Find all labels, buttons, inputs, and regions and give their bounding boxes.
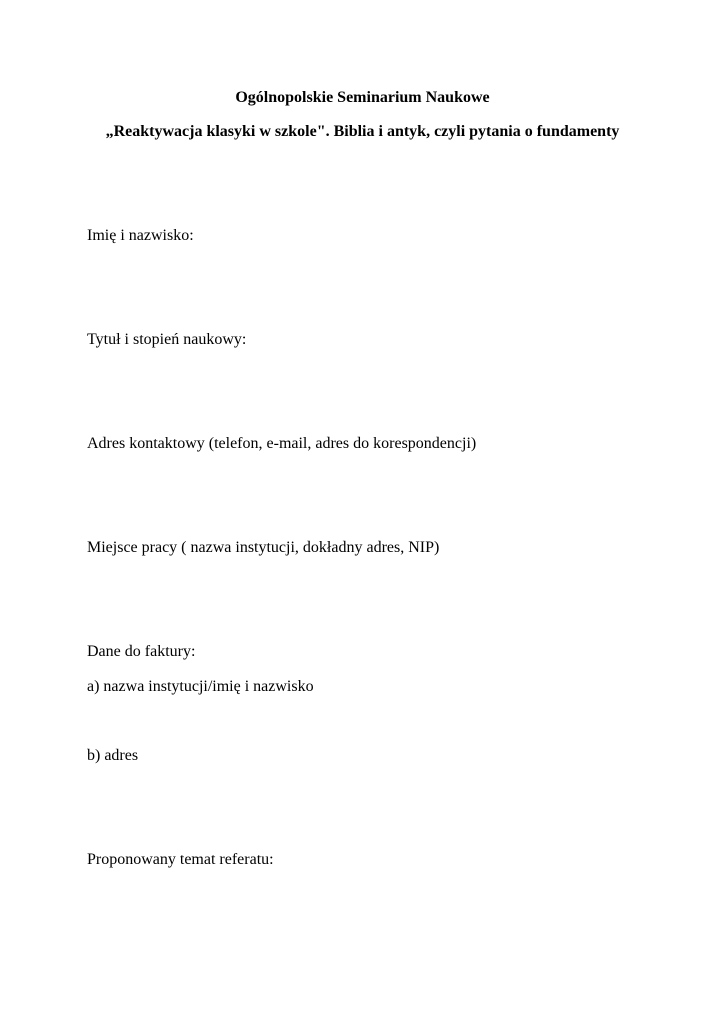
invoice-b-label: b) adres: [87, 747, 139, 764]
degree-label: Tytuł i stopień naukowy:: [87, 331, 247, 348]
contact-label: Adres kontaktowy (telefon, e-mail, adres do korespondencji): [87, 435, 477, 452]
workplace-label: Miejsce pracy ( nazwa instytucji, dokładny adres, NIP): [87, 539, 440, 556]
topic-label: Proponowany temat referatu:: [87, 851, 274, 868]
invoice-label: Dane do faktury:: [87, 643, 196, 660]
page-subtitle: „Reaktywacja klasyki w szkole". Biblia i antyk, czyli pytania o fundamenty: [105, 123, 620, 140]
name-label: Imię i nazwisko:: [87, 227, 194, 244]
page-title: Ogólnopolskie Seminarium Naukowe: [235, 89, 490, 106]
invoice-a-label: a) nazwa instytucji/imię i nazwisko: [87, 678, 314, 695]
